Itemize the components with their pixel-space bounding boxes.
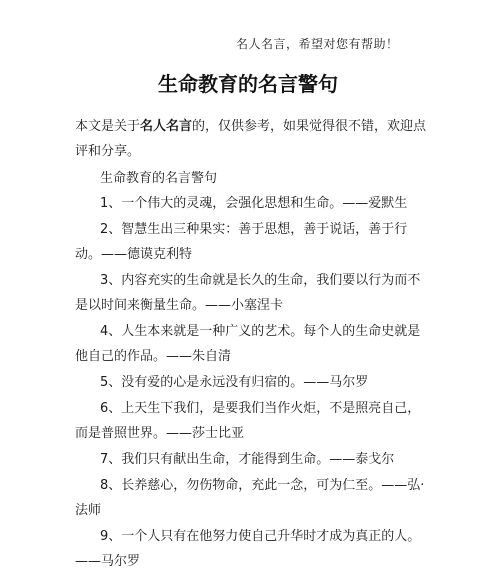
- intro-keyword-link[interactable]: 名人名言: [140, 119, 193, 134]
- quote-item: 9、一个人只有在他努力使自己升华时才成为真正的人。——马尔罗: [75, 529, 421, 569]
- header-tagline: 名人名言，希望对您有帮助！: [236, 37, 399, 51]
- quote-item: 8、长养慈心，勿伤物命，充此一念，可为仁至。——弘·法师: [75, 478, 425, 518]
- quote-item: 2、智慧生出三种果实：善于思想，善于说话，善于行动。——德谟克利特: [75, 222, 408, 262]
- quote-item: 7、我们只有献出生命，才能得到生命。——泰戈尔: [100, 452, 395, 467]
- page-title: 生命教育的名言警句: [158, 72, 338, 96]
- quote-item: 5、没有爱的心是永远没有归宿的。——马尔罗: [100, 375, 369, 390]
- section-subheading: 生命教育的名言警句: [100, 171, 218, 186]
- quote-item: 3、内容充实的生命就是长久的生命，我们要以行为而不是以时间来衡量生命。——小塞涅卡: [75, 273, 421, 313]
- quote-item: 1、一个伟大的灵魂，会强化思想和生命。——爱默生: [100, 196, 408, 211]
- intro-text-after: 的，仅供参考，如果觉得很不错，欢迎点评和分享。: [75, 119, 427, 159]
- intro-text-before: 本文是关于: [75, 119, 141, 134]
- quote-item: 6、上天生下我们，是要我们当作火炬，不是照亮自己，而是普照世界。——莎士比亚: [75, 401, 421, 441]
- intro-paragraph: [75, 114, 431, 164]
- quote-item: 4、人生本来就是一种广义的艺术。每个人的生命史就是他自己的作品。——朱自清: [75, 324, 421, 364]
- quote-list: [75, 191, 431, 575]
